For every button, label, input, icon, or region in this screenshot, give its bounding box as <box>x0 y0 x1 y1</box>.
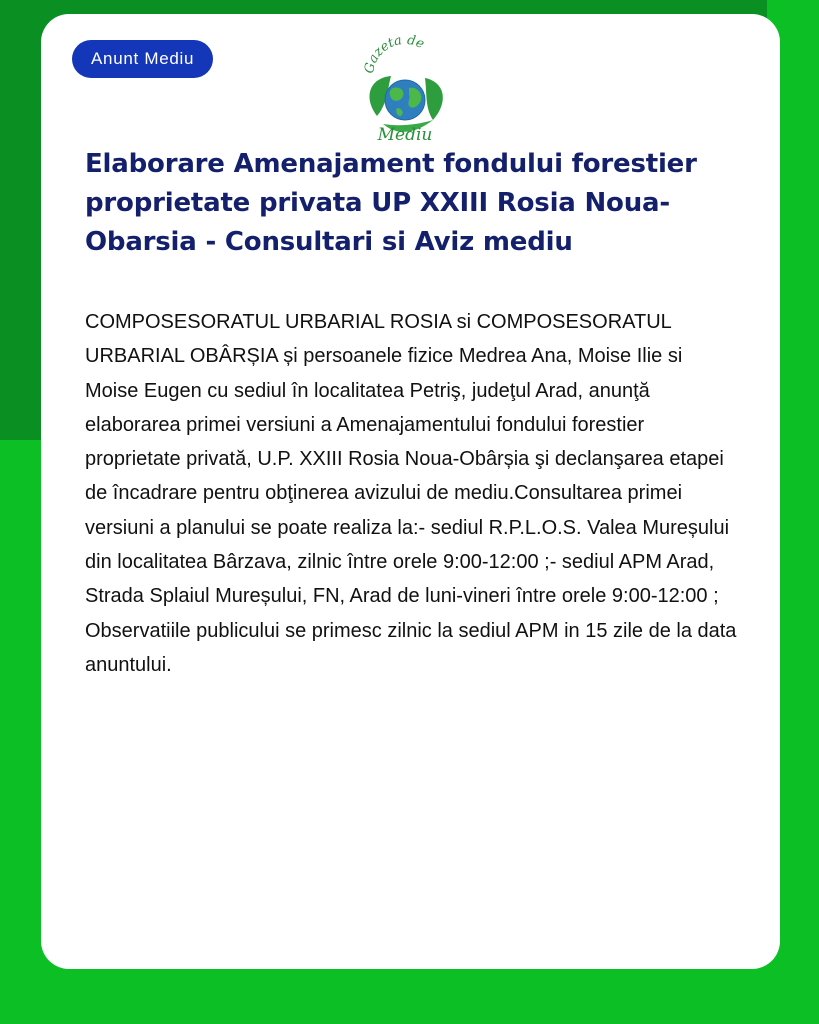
gazeta-de-mediu-logo <box>353 32 453 144</box>
logo-bottom-text: Mediu <box>377 125 433 144</box>
announcement-body: COMPOSESORATUL URBARIAL ROSIA si COMPOSESORATUL URBARIAL OBÂRȘIA și persoanele fizice Medrea Ana, Moise Ilie si Moise Eugen cu sediul în localitatea Petriş, judeţul Arad, anunţă elaborarea primei versiuni a Amenajamentului fondului forestier proprietate privată, U.P. XXIII Rosia Noua-Obârșia şi declanşarea etapei de încadrare pentru obţinerea avizului de mediu.Consultarea primei versiuni a planului se poate realiza la:- sediul R.P.L.O.S. Valea Mureșului din localitatea Bârzava, zilnic între orele 9:00-12:00 ;- sediul APM Arad, Strada Splaiul Mureșului, FN, Arad de luni-vineri între orele 9:00-12:00 ; Observatiile publicului se primesc zilnic la sediul APM in 15 zile de la data anuntului. <box>85 311 737 676</box>
announcement-card <box>41 14 780 969</box>
logo-top-text: Gazeta de <box>361 32 427 75</box>
category-badge[interactable]: Anunt Mediu <box>72 40 213 78</box>
announcement-title: Elaborare Amenajament fondului forestier proprietate privata UP XXIII Rosia Noua-Obarsia - Consultari si Aviz mediu <box>85 149 697 257</box>
globe-leaf-icon <box>369 76 442 132</box>
